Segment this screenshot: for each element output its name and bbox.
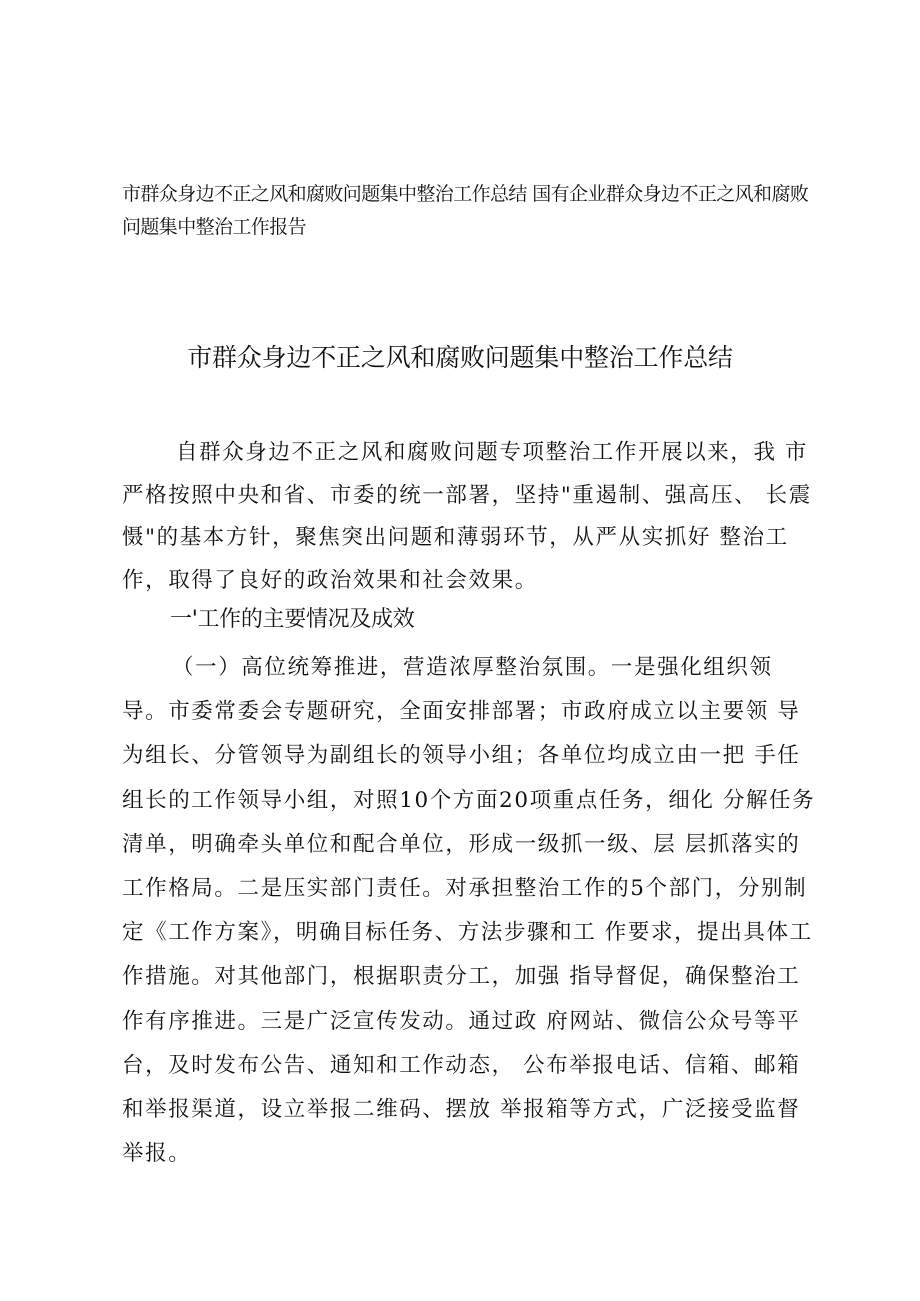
document-header: 市群众身边不正之风和腐败问题集中整治工作总结 国有企业群众身边不正之风和腐败问题集中整治工作报告 bbox=[122, 183, 809, 238]
section-heading: 一'工作的主要情况及成效 bbox=[170, 607, 415, 632]
intro-paragraph: 自群众身边不正之风和腐败问题专项整治工作开展以来，我 市严格按照中央和省、市委的统一部署，坚持"重遏制、强高压、 长震慑"的基本方针，聚焦突出问题和薄弱环节，从严从实抓好 整治工作，取得了良好的政治效果和社会效果。 bbox=[122, 440, 812, 593]
section-paragraph: （一）高位统筹推进，营造浓厚整治氛围。一是强化组织领 导。市委常委会专题研究，全面安排部署；市政府成立以主要领 导为组长、分管领导为副组长的领导小组；各单位均成立由一把 手任组长的工作领导小组，对照10个方面20项重点任务，细化 分解任务清单，明确牵头单位和配合单位，形成一级抓一级、层 层抓落实的工作格局。二是压实部门责任。对承担整治工作的5个部门，分别制定《工作方案》，明确目标任务、方法步骤和工 作要求，提出具体工作措施。对其他部门，根据职责分工，加强 指导督促，确保整治工作有序推进。三是广泛宣传发动。通过政 府网站、微信公众号等平台，及时发布公告、通知和工作动态， 公布举报电话、信箱、邮箱和举报渠道，设立举报二维码、摆放 举报箱等方式，广泛接受监督举报。 bbox=[122, 655, 816, 1167]
document-title: 市群众身边不正之风和腐败问题集中整治工作总结 bbox=[187, 343, 733, 372]
